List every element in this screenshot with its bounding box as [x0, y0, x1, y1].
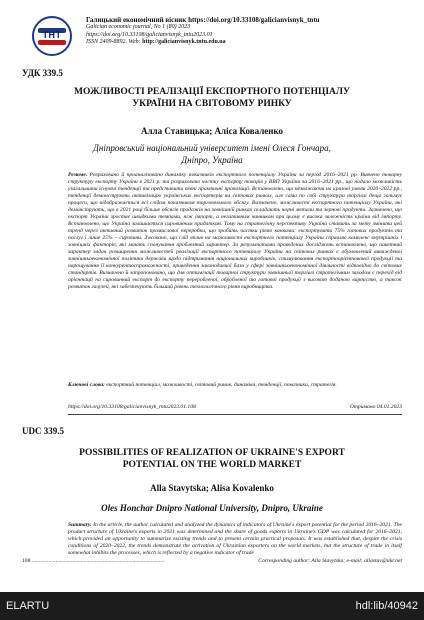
journal-header [22, 14, 418, 70]
title-en [22, 447, 402, 471]
title-ua-line2: УКРАЇНИ НА СВІТОВОМУ РИНКУ [132, 99, 292, 109]
abstract-text: Розраховано й проаналізовано динаміку показників експортного потенціалу України за період 2016–2021 рр. Вивчено товарну структуру експорту України в 2021 р. та розраховано частку експорту товарів у ВВП України за 2016–2021 рр., що надало можливість узагальнити існуючі тенденції та представити певні практичні пропозиції. Встановлено, що незважаючи на кризові умови 2020–2022 рр., тенденції демонструють активізацію українських експортерів на світових ринках, але сама по собі структура торгівлі дещо гальмує процеси, що відображається всі слідом показником торговельного обсягу. Визначено, можливості експортного потенціалу України, які демонструють, що в 2021 році більше обсягів продажів на зовнішній ринках складають чорні метали та зернові продукти. Зазначено, що експорт України зростає швидкими темпами, ніж імпорт, а негативним чинником при цьому є висока залежність країни від імпорту. Встановлено, що Україна залишається сировинним придатком. Тому на стратегічну перспективу Україна ставить за мету змінити цей тренд через активний розвиток промислової переробки, що зробить частки рівно канками: експортувати 75% готових продуктів та послуг і лише 25% – сировини. З'ясовано, що слід вплив на можливості експортного потенціалу України справляє комплекс внутрішніх і зовнішніх факторів, які мають спонукання проблемний характер. За результатами проведених досліджень встановлено, що пакетний характер задач розширення можливостей реалізації експортного потенціалу України на світових ринках є обумовлений виважденої зовнішньоекономічної політики держави щодо підтримання національних виробників, стимулювання експортоорієнтованої продукції та нарощування її конкурентоспроможності, приведення законодавчої бази у сфері зовнішньоекономічної діяльності відповідно до світових стандартів. Визначено й запропоновано, що для оптимізації товарної структури зовнішньої торгівлі стратегічним заходом є перехід від орієнтації на сировинний експорт до експорту переробленої, обробленої та готової продукції з високою доданою вартістю, а також розвиток галузей, які забезпечують більший рівень технологічного рівня виробництва. [68, 172, 402, 290]
title-ua [22, 86, 402, 110]
journal-info [86, 17, 320, 47]
article-doi[interactable]: https://doi.org/10.33108/galicianvisnyk_tntu2023.01.108 [68, 404, 196, 410]
udk-code: УДК 339.5 [22, 68, 63, 78]
authors-en: Alla Stavytska; Alisa Kovalenko [150, 483, 274, 493]
summary-text: In the article, the author calculated and analyzed the dynamics of indicators of Ukraine's export potential for the period 2016–2021. The product structure of Ukraine's exports in 2021 was determined and the share of goods exports in Ukraine's GDP was calculated for 2016–2021, which provided an opportunity to summarize existing trends and to present certain practical proposals. It was established that, despite the crisis conditions of 2020–2022, the trends demonstrate the activation of Ukrainian exporters on the world markets, but the structure of trade in itself somewhat inhibits the processes, which is reflected by a negative indicator of trade [68, 522, 402, 556]
footer-dots: ............................................................................................... [31, 558, 165, 564]
handle-id[interactable]: hdl:lib/40942 [355, 600, 418, 612]
affiliation-en: Oles Honchar Dnipro National University, Dnipro, Ukraine [101, 503, 323, 513]
udc-code: UDC 339.5 [22, 426, 64, 436]
summary-en [68, 522, 402, 556]
abstract-ua [68, 172, 402, 378]
journal-issue: Galician economic journal, No 1 (80) 2023 [86, 24, 191, 31]
title-en-line2: POTENTIAL ON THE WORLD MARKET [122, 460, 302, 470]
viewer-bottom-strip [0, 592, 424, 620]
logo-bar-red [38, 40, 66, 45]
repository-name[interactable]: ELARTU [6, 600, 50, 612]
affiliation-ua [22, 142, 402, 166]
keywords-label: Ключові слова: [68, 382, 105, 388]
received-date: Отримано 04.01.2023 [349, 404, 402, 410]
issue-doi[interactable]: https://doi.org/10.33108/galicianvisnyk_tntu2023.01 [86, 31, 213, 38]
affiliation-ua-line1: Дніпровський національний університет імені Олеся Гончара, [93, 143, 331, 153]
page-number [22, 558, 165, 564]
issn-prefix: ISSN 2409-8892. Web: [86, 39, 141, 46]
divider-rule [68, 414, 402, 415]
affiliation-ua-line2: Дніпро, Україна [181, 155, 243, 165]
logo-text: ТНТ [42, 30, 62, 40]
journal-web-link[interactable]: http://galicianvisnyk.tntu.edu.ua [142, 39, 226, 46]
title-en-line1: POSSIBILITIES OF REALIZATION OF UKRAINE'S EXPORT [79, 448, 345, 458]
title-ua-line1: МОЖЛИВОСТІ РЕАЛІЗАЦІЇ ЕКСПОРТНОГО ПОТЕНЦІАЛУ [74, 87, 350, 97]
doi-line [68, 404, 402, 410]
corresponding-author: Corresponding author: Alla Stavytska; e-mail: allastav@ukr.net [258, 558, 402, 564]
keywords-ua [68, 382, 402, 389]
summary-label: Summary. [68, 522, 92, 528]
journal-name-ua[interactable]: Галицький економічний вісник https://doi.org/10.33108/galicianvisnyk_tntu [86, 16, 320, 24]
authors-ua: Алла Ставицька; Аліса Коваленко [140, 126, 284, 136]
keywords-text: експортний потенціал, можливості, світовий ринок, динаміка, тенденції, показники, стратегія. [106, 382, 337, 388]
abstract-label: Резюме. [68, 172, 88, 178]
issn-line [86, 39, 320, 46]
journal-logo [32, 16, 72, 56]
page-number-value: 108 [22, 558, 31, 564]
